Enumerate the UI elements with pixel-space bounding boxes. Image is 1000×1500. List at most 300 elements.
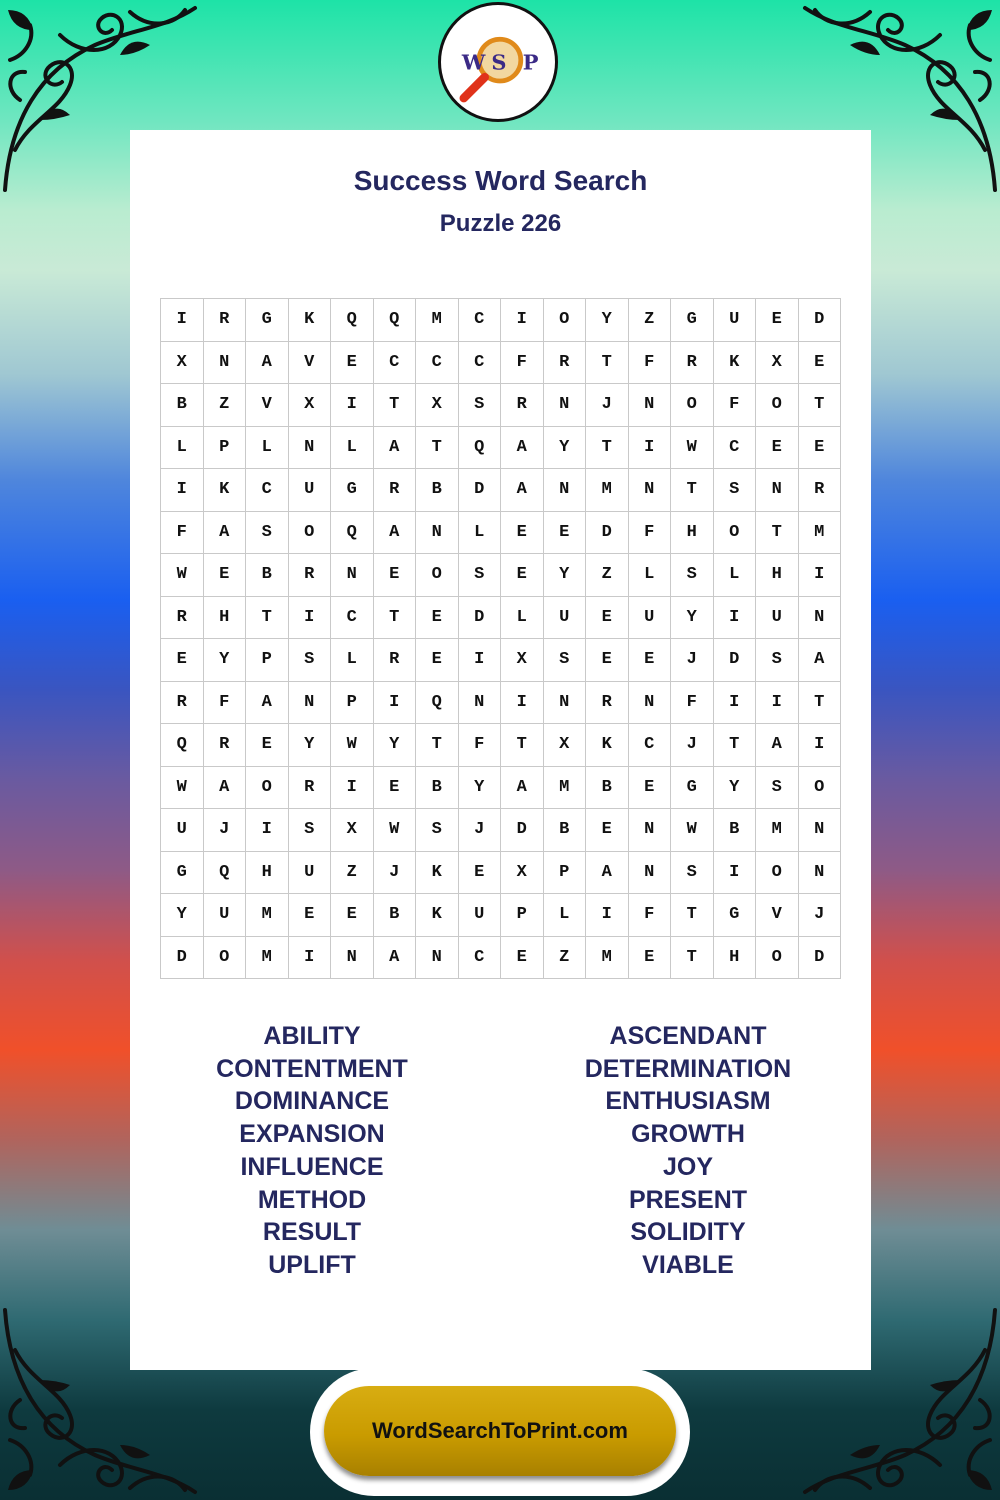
grid-cell[interactable]: L [246,426,289,469]
grid-cell[interactable]: S [246,511,289,554]
wsp-logo[interactable] [438,2,558,122]
grid-cell[interactable]: S [416,809,459,852]
grid-cell[interactable]: F [628,511,671,554]
grid-cell[interactable]: Q [331,299,374,342]
grid-row [161,596,841,639]
grid-cell[interactable]: S [288,809,331,852]
grid-cell[interactable]: U [756,596,799,639]
grid-cell[interactable]: G [161,851,204,894]
grid-cell[interactable]: L [161,426,204,469]
grid-cell[interactable]: K [713,341,756,384]
website-link[interactable]: WordSearchToPrint.com [324,1386,676,1476]
grid-cell[interactable]: T [416,724,459,767]
grid-cell[interactable]: R [501,384,544,427]
puzzle-number: Puzzle 226 [439,210,562,237]
grid-cell[interactable]: S [756,639,799,682]
grid-cell[interactable]: X [543,724,586,767]
grid-cell[interactable]: X [501,851,544,894]
grid-cell[interactable]: G [671,766,714,809]
grid-cell[interactable]: I [246,809,289,852]
grid-cell[interactable]: K [203,469,246,512]
grid-cell[interactable]: O [756,851,799,894]
page-title: Success Word Search [353,165,648,196]
grid-cell[interactable]: A [501,426,544,469]
grid-cell[interactable]: A [501,469,544,512]
word-item: RESULT [262,1218,362,1247]
letter-grid [160,298,841,979]
grid-cell[interactable]: L [628,554,671,597]
word-item: ENTHUSIASM [605,1087,771,1116]
grid-cell[interactable]: V [246,384,289,427]
grid-cell[interactable]: C [458,341,501,384]
grid-cell[interactable]: X [756,341,799,384]
grid-cell[interactable]: X [161,341,204,384]
grid-cell[interactable]: R [798,469,841,512]
grid-cell[interactable]: E [586,639,629,682]
grid-row [161,936,841,979]
grid-cell[interactable]: N [628,469,671,512]
grid-cell[interactable]: Z [203,384,246,427]
grid-cell[interactable]: S [713,469,756,512]
grid-cell[interactable]: O [203,936,246,979]
grid-cell[interactable]: X [288,384,331,427]
grid-cell[interactable]: E [501,936,544,979]
logo-letter-w: W [461,49,486,75]
grid-cell[interactable]: M [798,511,841,554]
grid-cell[interactable]: T [416,426,459,469]
grid-cell[interactable]: I [798,724,841,767]
grid-cell[interactable]: N [628,681,671,724]
grid-cell[interactable]: O [756,936,799,979]
grid-cell[interactable]: Q [373,299,416,342]
grid-cell[interactable]: U [161,809,204,852]
grid-cell[interactable]: R [373,469,416,512]
puzzle-panel [130,130,871,1370]
grid-cell[interactable]: L [331,639,374,682]
grid-cell[interactable]: N [798,851,841,894]
grid-cell[interactable]: E [416,596,459,639]
grid-cell[interactable]: A [203,511,246,554]
grid-cell[interactable]: K [288,299,331,342]
grid-cell[interactable]: I [628,426,671,469]
grid-cell[interactable]: A [246,681,289,724]
grid-cell[interactable]: I [288,596,331,639]
grid-cell[interactable]: E [628,936,671,979]
grid-cell[interactable]: B [161,384,204,427]
grid-cell[interactable]: C [713,426,756,469]
grid-cell[interactable]: J [671,639,714,682]
grid-cell[interactable]: U [203,894,246,937]
grid-row [161,894,841,937]
grid-cell[interactable]: F [671,681,714,724]
grid-cell[interactable]: D [161,936,204,979]
grid-cell[interactable]: J [671,724,714,767]
grid-cell[interactable]: A [373,511,416,554]
grid-cell[interactable]: X [331,809,374,852]
grid-cell[interactable]: I [331,384,374,427]
grid-cell[interactable]: N [543,384,586,427]
grid-cell[interactable]: Y [373,724,416,767]
grid-cell[interactable]: C [246,469,289,512]
grid-cell[interactable]: R [203,724,246,767]
word-item: GROWTH [631,1120,745,1149]
grid-cell[interactable]: E [373,554,416,597]
grid-cell[interactable]: A [203,766,246,809]
grid-cell[interactable]: U [543,596,586,639]
grid-cell[interactable]: O [288,511,331,554]
word-item: ASCENDANT [609,1022,767,1050]
grid-row [161,341,841,384]
grid-cell[interactable]: R [373,639,416,682]
grid-cell[interactable]: E [543,511,586,554]
grid-cell[interactable]: E [798,426,841,469]
grid-cell[interactable]: T [798,384,841,427]
grid-cell[interactable]: E [288,894,331,937]
word-item: PRESENT [628,1185,748,1214]
grid-cell[interactable]: L [331,426,374,469]
grid-cell[interactable]: F [501,341,544,384]
grid-cell[interactable]: X [416,384,459,427]
grid-cell[interactable]: F [713,384,756,427]
grid-cell[interactable]: E [586,596,629,639]
grid-cell[interactable]: J [373,851,416,894]
grid-cell[interactable]: M [246,894,289,937]
grid-cell[interactable]: M [246,936,289,979]
grid-cell[interactable]: N [203,341,246,384]
grid-cell[interactable]: E [331,894,374,937]
grid-cell[interactable]: E [756,299,799,342]
logo-letter-p: P [522,49,539,75]
grid-cell[interactable]: E [161,639,204,682]
grid-cell[interactable]: E [501,554,544,597]
grid-cell[interactable]: J [458,809,501,852]
grid-row [161,851,841,894]
word-item: EXPANSION [239,1120,385,1149]
grid-cell[interactable]: F [628,341,671,384]
grid-cell[interactable]: N [628,809,671,852]
grid-cell[interactable]: I [331,766,374,809]
grid-cell[interactable]: E [798,341,841,384]
grid-cell[interactable]: E [373,766,416,809]
grid-cell[interactable]: I [713,851,756,894]
grid-cell[interactable]: Z [586,554,629,597]
grid-cell[interactable]: C [458,299,501,342]
grid-row [161,511,841,554]
grid-cell[interactable]: M [586,469,629,512]
grid-cell[interactable]: T [586,341,629,384]
grid-cell[interactable]: N [628,851,671,894]
grid-cell[interactable]: R [586,681,629,724]
word-item: JOY [662,1152,714,1181]
grid-cell[interactable]: D [798,936,841,979]
grid-cell[interactable]: T [671,936,714,979]
grid-cell[interactable]: B [373,894,416,937]
grid-cell[interactable]: P [203,426,246,469]
grid-cell[interactable]: O [416,554,459,597]
grid-cell[interactable]: J [203,809,246,852]
grid-cell[interactable]: N [331,936,374,979]
grid-cell[interactable]: T [586,426,629,469]
grid-cell[interactable]: A [586,851,629,894]
grid-cell[interactable]: R [288,554,331,597]
grid-cell[interactable]: T [798,681,841,724]
grid-cell[interactable]: Z [543,936,586,979]
grid-row [161,809,841,852]
grid-cell[interactable]: E [416,639,459,682]
grid-cell[interactable]: Y [161,894,204,937]
grid-cell[interactable]: N [543,469,586,512]
grid-cell[interactable]: E [628,766,671,809]
grid-cell[interactable]: H [756,554,799,597]
grid-cell[interactable]: Q [458,426,501,469]
grid-cell[interactable]: O [543,299,586,342]
grid-row [161,384,841,427]
grid-cell[interactable]: N [331,554,374,597]
grid-cell[interactable]: P [246,639,289,682]
grid-cell[interactable]: W [161,554,204,597]
grid-cell[interactable]: B [543,809,586,852]
grid-cell[interactable]: E [203,554,246,597]
grid-cell[interactable]: Y [288,724,331,767]
grid-cell[interactable]: M [416,299,459,342]
grid-cell[interactable]: T [373,596,416,639]
grid-row [161,639,841,682]
grid-cell[interactable]: Z [628,299,671,342]
grid-cell[interactable]: T [373,384,416,427]
grid-cell[interactable]: C [628,724,671,767]
grid-cell[interactable]: F [628,894,671,937]
grid-cell[interactable]: N [756,469,799,512]
grid-cell[interactable]: E [628,639,671,682]
grid-cell[interactable]: T [501,724,544,767]
grid-cell[interactable]: I [373,681,416,724]
grid-cell[interactable]: U [458,894,501,937]
grid-cell[interactable]: Y [713,766,756,809]
grid-cell[interactable]: S [458,554,501,597]
grid-cell[interactable]: O [246,766,289,809]
grid-row [161,681,841,724]
grid-cell[interactable]: V [288,341,331,384]
grid-cell[interactable]: T [713,724,756,767]
grid-cell[interactable]: N [798,596,841,639]
grid-cell[interactable]: E [458,851,501,894]
grid-cell[interactable]: Y [671,596,714,639]
grid-cell[interactable]: Y [203,639,246,682]
grid-cell[interactable]: U [713,299,756,342]
grid-cell[interactable]: O [756,384,799,427]
grid-cell[interactable]: U [628,596,671,639]
grid-cell[interactable]: F [161,511,204,554]
grid-cell[interactable]: W [331,724,374,767]
word-item: ABILITY [263,1022,361,1050]
grid-cell[interactable]: O [713,511,756,554]
grid-cell[interactable]: K [416,894,459,937]
grid-row [161,426,841,469]
grid-cell[interactable]: L [458,511,501,554]
grid-cell[interactable]: I [501,299,544,342]
grid-cell[interactable]: S [671,554,714,597]
grid-cell[interactable]: N [288,426,331,469]
grid-row [161,554,841,597]
grid-cell[interactable]: I [161,469,204,512]
grid-cell[interactable]: O [671,384,714,427]
footer-badge [310,1368,690,1496]
grid-cell[interactable]: Z [331,851,374,894]
grid-cell[interactable]: I [501,681,544,724]
grid-cell[interactable]: M [586,936,629,979]
grid-row [161,766,841,809]
grid-cell[interactable]: C [373,341,416,384]
grid-cell[interactable]: S [288,639,331,682]
grid-row [161,299,841,342]
grid-cell[interactable]: N [798,809,841,852]
grid-cell[interactable]: V [756,894,799,937]
grid-cell[interactable]: L [501,596,544,639]
grid-cell[interactable]: Y [543,554,586,597]
grid-cell[interactable]: P [543,851,586,894]
magnifier-handle-icon [464,77,485,98]
logo-letter-s: S [491,49,507,75]
grid-cell[interactable]: B [416,469,459,512]
grid-cell[interactable]: A [501,766,544,809]
grid-cell[interactable]: C [331,596,374,639]
grid-cell[interactable]: P [501,894,544,937]
grid-cell[interactable]: I [161,299,204,342]
grid-cell[interactable]: B [713,809,756,852]
word-list-left [162,1020,462,1282]
grid-cell[interactable]: E [331,341,374,384]
word-list-right [538,1020,838,1282]
word-item: INFLUENCE [240,1152,384,1181]
grid-cell[interactable]: I [288,936,331,979]
grid-cell[interactable]: K [416,851,459,894]
grid-cell[interactable]: N [458,681,501,724]
grid-cell[interactable]: H [246,851,289,894]
grid-cell[interactable]: R [671,341,714,384]
grid-cell[interactable]: M [756,809,799,852]
grid-cell[interactable]: D [458,596,501,639]
grid-cell[interactable]: Y [586,299,629,342]
grid-cell[interactable]: A [756,724,799,767]
grid-cell[interactable]: M [543,766,586,809]
grid-cell[interactable]: T [671,894,714,937]
grid-cell[interactable]: I [798,554,841,597]
grid-cell[interactable]: D [458,469,501,512]
grid-cell[interactable]: N [416,511,459,554]
grid-cell[interactable]: R [161,681,204,724]
grid-cell[interactable]: R [161,596,204,639]
grid-cell[interactable]: A [373,426,416,469]
word-item: UPLIFT [268,1250,356,1279]
grid-cell[interactable]: A [798,639,841,682]
grid-cell[interactable]: D [713,639,756,682]
grid-cell[interactable]: J [586,384,629,427]
grid-cell[interactable]: Q [161,724,204,767]
grid-cell[interactable]: U [288,851,331,894]
grid-cell[interactable]: Q [203,851,246,894]
grid-cell[interactable]: G [331,469,374,512]
grid-cell[interactable]: B [246,554,289,597]
grid-cell[interactable]: A [373,936,416,979]
grid-cell[interactable]: D [501,809,544,852]
grid-cell[interactable]: I [713,596,756,639]
grid-cell[interactable]: T [671,469,714,512]
grid-cell[interactable]: N [416,936,459,979]
grid-cell[interactable]: H [713,936,756,979]
grid-cell[interactable]: T [246,596,289,639]
grid-cell[interactable]: E [501,511,544,554]
grid-cell[interactable]: S [458,384,501,427]
grid-row [161,724,841,767]
grid-cell[interactable]: D [798,299,841,342]
word-item: SOLIDITY [630,1218,746,1247]
grid-cell[interactable]: A [246,341,289,384]
grid-cell[interactable]: W [161,766,204,809]
grid-cell[interactable]: S [543,639,586,682]
grid-cell[interactable]: E [756,426,799,469]
grid-cell[interactable]: I [458,639,501,682]
grid-cell[interactable]: T [756,511,799,554]
grid-cell[interactable]: W [671,426,714,469]
grid-cell[interactable]: F [458,724,501,767]
grid-cell[interactable]: S [671,851,714,894]
grid-cell[interactable]: B [586,766,629,809]
grid-cell[interactable]: B [416,766,459,809]
grid-cell[interactable]: Q [331,511,374,554]
grid-cell[interactable]: U [288,469,331,512]
grid-cell[interactable]: G [246,299,289,342]
grid-cell[interactable]: I [586,894,629,937]
grid-cell[interactable]: Q [416,681,459,724]
grid-cell[interactable]: G [671,299,714,342]
grid-cell[interactable]: Y [458,766,501,809]
grid-cell[interactable]: C [458,936,501,979]
grid-cell[interactable]: E [586,809,629,852]
grid-row [161,469,841,512]
grid-cell[interactable]: R [203,299,246,342]
grid-cell[interactable]: F [203,681,246,724]
grid-cell[interactable]: R [288,766,331,809]
word-item: DETERMINATION [584,1054,792,1083]
grid-cell[interactable]: I [713,681,756,724]
grid-cell[interactable]: W [671,809,714,852]
grid-cell[interactable]: X [501,639,544,682]
grid-cell[interactable]: N [628,384,671,427]
grid-cell[interactable]: I [756,681,799,724]
grid-cell[interactable]: D [586,511,629,554]
grid-cell[interactable]: R [543,341,586,384]
grid-cell[interactable]: K [586,724,629,767]
grid-cell[interactable]: H [671,511,714,554]
grid-cell[interactable]: C [416,341,459,384]
grid-cell[interactable]: N [288,681,331,724]
grid-cell[interactable]: L [543,894,586,937]
word-item: VIABLE [642,1250,734,1279]
grid-cell[interactable]: S [756,766,799,809]
grid-cell[interactable]: N [543,681,586,724]
word-item: DOMINANCE [234,1087,390,1116]
grid-cell[interactable]: J [798,894,841,937]
grid-cell[interactable]: L [713,554,756,597]
grid-cell[interactable]: O [798,766,841,809]
grid-cell[interactable]: E [246,724,289,767]
grid-cell[interactable]: H [203,596,246,639]
grid-cell[interactable]: W [373,809,416,852]
grid-cell[interactable]: P [331,681,374,724]
grid-cell[interactable]: G [713,894,756,937]
grid-cell[interactable]: Y [543,426,586,469]
word-item: METHOD [257,1185,367,1214]
